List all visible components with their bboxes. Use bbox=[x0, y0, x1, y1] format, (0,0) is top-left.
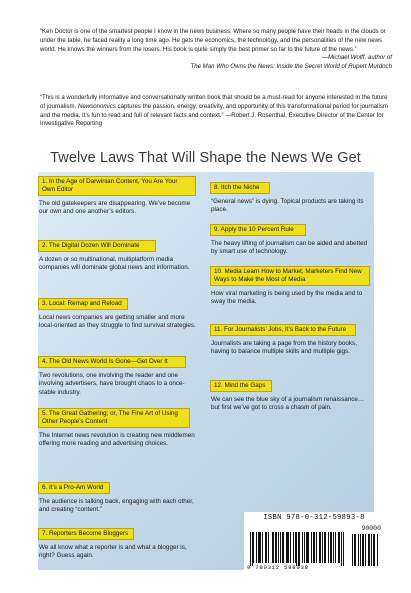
law-title: 10. Media Learn How to Market, Marketers Find New Ways to Make the Most of Media bbox=[210, 266, 370, 286]
law-description: Local news companies are getting smaller and more local-oriented as they struggle to find survival strategies. bbox=[39, 314, 196, 330]
law-item bbox=[38, 522, 198, 561]
law-description: The audience is talking back, engaging with each other, and creating “content.” bbox=[39, 498, 194, 514]
quote-text: “Ken Doctor is one of the smartest people I know in the news business. Where so many people have their heads in the clouds or under the table, he faced reality a long time ago. He gets the economics, the technology, and the personalities of the new news world. He knows the winners from the losers. His book is quite simply the best primer so far to the future of the news.” bbox=[40, 28, 386, 53]
endorsement-quote-wolff bbox=[40, 28, 392, 72]
law-title: 3. Local: Remap and Reload bbox=[38, 298, 128, 310]
law-title: 2. The Digital Dozen Will Dominate bbox=[38, 240, 156, 252]
isbn-barcode bbox=[244, 512, 384, 572]
ean-digits: 9 780312 598938 bbox=[247, 564, 309, 571]
law-item bbox=[38, 350, 198, 397]
law-description: How viral marketing is being used by the media and to sway the media. bbox=[211, 290, 363, 306]
law-title: 6. It’s a Pro-Am World bbox=[38, 482, 110, 494]
law-title: 9. Apply the 10 Percent Rule bbox=[210, 224, 306, 236]
attribution-name: —Michael Wolff, author of bbox=[321, 54, 392, 62]
isbn-number: ISBN 978-0-312-59893-8 bbox=[263, 514, 365, 522]
law-description: “General news” is dying. Topical products are taking its place. bbox=[211, 198, 364, 214]
quote-text-before: “This is a wonderfully informative and conversationally written book that should be a must-read for anyone interested in the future of journalism. bbox=[40, 94, 388, 110]
law-description: Journalists are taking a page from the history books, having to balance multiple skills and multiple gigs. bbox=[211, 340, 357, 356]
section-title: Twelve Laws That Will Shape the News We Get bbox=[50, 150, 361, 166]
law-title: 4. The Old News World Is Gone—Get Over It bbox=[38, 356, 186, 368]
law-title: 8. Itch the Niche bbox=[210, 182, 270, 194]
law-description: The old gatekeepers are disappearing. We’ve become our own and one another’s editors. bbox=[39, 200, 191, 216]
law-title: 1. In the Age of Darwinian Content, You Are Your Own Editor bbox=[38, 176, 196, 196]
law-item bbox=[38, 408, 198, 449]
law-item bbox=[38, 476, 198, 515]
law-title: 12. Mind the Gaps bbox=[210, 380, 272, 392]
law-item bbox=[210, 218, 372, 257]
laws-panel bbox=[38, 172, 374, 570]
barcode-graphic bbox=[244, 512, 384, 572]
law-description: The Internet news revolution is creating new middlemen offering more reading and advertising choices. bbox=[39, 432, 195, 448]
law-title: 11. For Journalists’ Jobs, It’s Back to the Future bbox=[210, 324, 356, 336]
law-description: We can see the blue sky of a journalism renaissance…but first we’ve got to cross a chasm of pain. bbox=[211, 396, 365, 412]
law-item bbox=[210, 374, 372, 413]
quote-attribution bbox=[40, 54, 392, 72]
law-description: A dozen or so multinational, multiplatform media companies will dominate global news and information. bbox=[39, 256, 190, 272]
law-description: Two revolutions, one involving the reader and one involving advertisers, have brought chaos to a once-stable industry. bbox=[39, 372, 185, 396]
endorsement-quote-rosenthal bbox=[40, 94, 392, 129]
law-item bbox=[38, 176, 198, 217]
quote-attribution: —Robert J. Rosenthal, Executive Director of the Center for Investigative Reporting bbox=[40, 111, 384, 128]
quote-text-after: captures the passion, energy, creativity, and opportunity of this transformational period for journalism and the media. It’s fun to read and full of relevant facts and context.” bbox=[40, 102, 388, 119]
attribution-work-title: The Man Who Owns the News: Inside the Secret World of Rupert Murdoch bbox=[190, 63, 392, 71]
law-item bbox=[210, 318, 372, 357]
law-description: The heavy lifting of journalism can be aided and abetted by smart use of technology. bbox=[211, 240, 368, 256]
law-item bbox=[38, 292, 198, 331]
quote-book-title: Newsonomics bbox=[77, 102, 116, 110]
law-item bbox=[38, 234, 198, 273]
law-title: 5. The Great Gathering; or, The Fine Art of Using Other People’s Content bbox=[38, 408, 190, 428]
law-description: We all know what a reporter is and what a blogger is, right? Guess again. bbox=[39, 544, 187, 560]
law-item bbox=[210, 266, 372, 307]
law-title: 7. Reporters Become Bloggers bbox=[38, 528, 134, 540]
price-code: 90000 bbox=[361, 525, 381, 532]
law-item bbox=[210, 176, 372, 215]
